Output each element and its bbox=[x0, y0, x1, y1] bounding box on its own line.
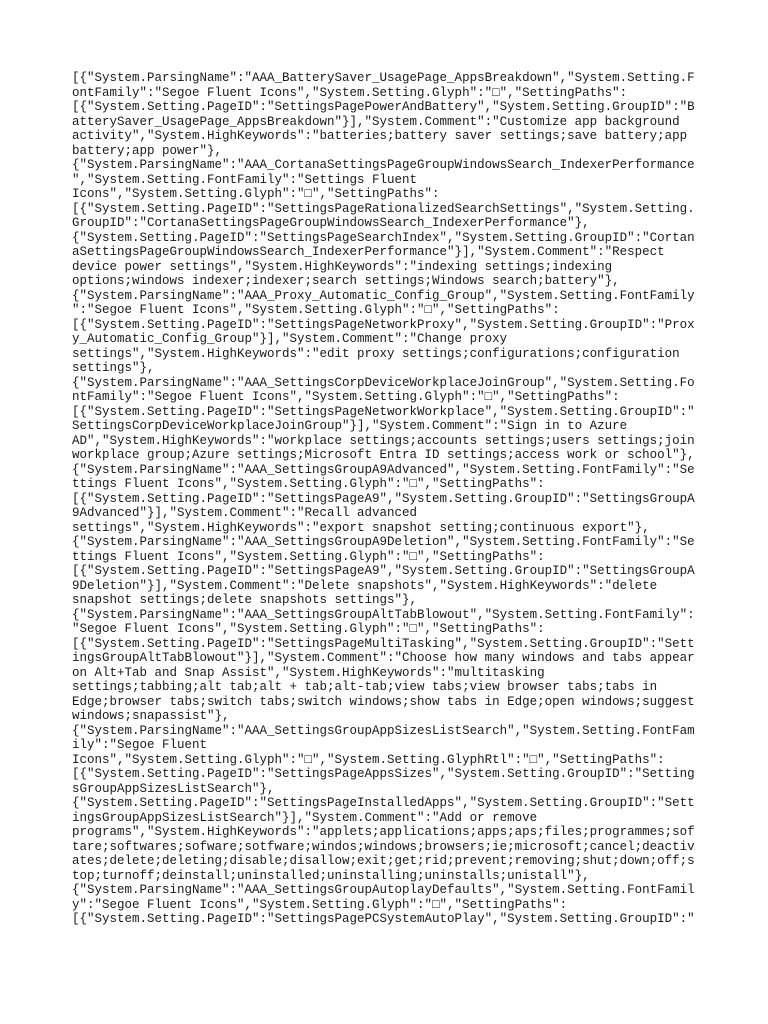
text-line: AD","System.HighKeywords":"workplace settings;accounts settings;users settings;join bbox=[72, 433, 695, 448]
text-line: {"System.ParsingName":"AAA_SettingsGroupAltTabBlowout","System.Setting.FontFamily": bbox=[72, 607, 695, 622]
text-line: ates;delete;deleting;disable;disallow;exit;get;rid;prevent;removing;shut;down;off;s bbox=[72, 854, 695, 868]
text-line: {"System.ParsingName":"AAA_SettingsGroupAutoplayDefaults","System.Setting.FontFamil bbox=[72, 883, 695, 897]
text-line: battery;app power"}, bbox=[72, 143, 223, 158]
text-line: {"System.ParsingName":"AAA_CortanaSettingsPageGroupWindowsSearch_IndexerPerformance bbox=[72, 158, 695, 172]
text-line: windows;snapassist"}, bbox=[72, 709, 230, 723]
text-line: sGroupAppSizesListSearch"}, bbox=[72, 781, 275, 796]
text-line: {"System.ParsingName":"AAA_SettingsGroupA9Advanced","System.Setting.FontFamily":"Se bbox=[72, 462, 695, 477]
text-line: workplace group;Azure settings;Microsoft Entra ID settings;access work or school"}, bbox=[72, 448, 695, 462]
text-line: 9Advanced"}],"System.Comment":"Recall advanced bbox=[72, 506, 418, 520]
text-line: programs","System.HighKeywords":"applets;applications;apps;aps;files;programmes;sof bbox=[72, 825, 695, 839]
text-line: ttings Fluent Icons","System.Setting.Glyph":"□","SettingPaths": bbox=[72, 549, 545, 564]
text-line: [{"System.Setting.PageID":"SettingsPagePCSystemAutoPlay","System.Setting.GroupID":" bbox=[72, 912, 695, 926]
text-line: aSettingsPageGroupWindowsSearch_IndexerPerformance"}],"System.Comment":"Respect bbox=[72, 245, 665, 259]
text-line: [{"System.Setting.PageID":"SettingsPageA9","System.Setting.GroupID":"SettingsGroupA bbox=[72, 564, 695, 578]
text-line: settings","System.HighKeywords":"edit proxy settings;configurations;configuration bbox=[72, 346, 680, 361]
text-line: [{"System.Setting.PageID":"SettingsPageA9","System.Setting.GroupID":"SettingsGroupA bbox=[72, 491, 695, 506]
text-line: {"System.Setting.PageID":"SettingsPageSearchIndex","System.Setting.GroupID":"Cortan bbox=[72, 230, 695, 245]
text-line: Edge;browser tabs;switch tabs;switch windows;show tabs in Edge;open windows;suggest bbox=[72, 694, 695, 709]
text-line: y_Automatic_Config_Group"}],"System.Comment":"Change proxy bbox=[72, 332, 508, 346]
text-line: [{"System.Setting.PageID":"SettingsPageNetworkWorkplace","System.Setting.GroupID":" bbox=[72, 404, 695, 419]
text-line: ntFamily":"Segoe Fluent Icons","System.Setting.Glyph":"□","SettingPaths": bbox=[72, 390, 620, 404]
text-line: GroupID":"CortanaSettingsPageGroupWindowsSearch_IndexerPerformance"}, bbox=[72, 216, 590, 230]
text-line: top;turnoff;deinstall;uninstalled;uninstalling;uninstalls;unistall"}, bbox=[72, 868, 590, 883]
text-line: ttings Fluent Icons","System.Setting.Glyph":"□","SettingPaths": bbox=[72, 477, 545, 491]
text-line: tare;softwares;sofware;sotfware;windos;windows;browsers;ie;microsoft;cancel;deactiv bbox=[72, 839, 695, 854]
text-line: y":"Segoe Fluent Icons","System.Setting.Glyph":"□","SettingPaths": bbox=[72, 897, 568, 912]
text-line: settings"}, bbox=[72, 361, 155, 375]
text-line: [{"System.Setting.PageID":"SettingsPageMultiTasking","System.Setting.GroupID":"Sett bbox=[72, 636, 695, 651]
text-line: on Alt+Tab and Snap Assist","System.HighKeywords":"multitasking bbox=[72, 665, 545, 680]
text-line: [{"System.Setting.PageID":"SettingsPageAppsSizes","System.Setting.GroupID":"Setting bbox=[72, 767, 695, 781]
text-line: ingsGroupAltTabBlowout"}],"System.Comment":"Choose how many windows and tabs appear bbox=[72, 651, 695, 665]
text-line: 9Deletion"}],"System.Comment":"Delete snapshots","System.HighKeywords":"delete bbox=[72, 578, 658, 593]
text-line: SettingsCorpDeviceWorkplaceJoinGroup"}],"System.Comment":"Sign in to Azure bbox=[72, 419, 628, 433]
text-line: atterySaver_UsagePage_AppsBreakdown"}],"System.Comment":"Customize app background bbox=[72, 114, 680, 129]
text-line: ingsGroupAppSizesListSearch"}],"System.Comment":"Add or remove bbox=[72, 810, 538, 825]
text-line: {"System.ParsingName":"AAA_SettingsCorpDeviceWorkplaceJoinGroup","System.Setting.Fo bbox=[72, 375, 695, 390]
text-line: settings;tabbing;alt tab;alt + tab;alt-tab;view tabs;view browser tabs;tabs in bbox=[72, 680, 658, 694]
text-line: [{"System.ParsingName":"AAA_BatterySaver_UsagePage_AppsBreakdown","System.Setting.F bbox=[72, 71, 695, 85]
text-line: "Segoe Fluent Icons","System.Setting.Glyph":"□","SettingPaths": bbox=[72, 622, 545, 636]
text-line: ily":"Segoe Fluent bbox=[72, 738, 208, 752]
text-line: {"System.Setting.PageID":"SettingsPageInstalledApps","System.Setting.GroupID":"Sett bbox=[72, 796, 695, 810]
text-line: ontFamily":"Segoe Fluent Icons","System.Setting.Glyph":"□","SettingPaths": bbox=[72, 85, 628, 100]
text-line: device power settings","System.HighKeywords":"indexing settings;indexing bbox=[72, 259, 613, 274]
text-line: settings","System.HighKeywords":"export snapshot setting;continuous export"}, bbox=[72, 520, 650, 535]
text-line: [{"System.Setting.PageID":"SettingsPageNetworkProxy","System.Setting.GroupID":"Prox bbox=[72, 317, 695, 332]
text-line: options;windows indexer;indexer;search settings;Windows search;battery"}, bbox=[72, 274, 620, 288]
document-text bbox=[72, 71, 700, 927]
text-line: {"System.ParsingName":"AAA_Proxy_Automatic_Config_Group","System.Setting.FontFamily bbox=[72, 288, 695, 303]
text-line: {"System.ParsingName":"AAA_SettingsGroupA9Deletion","System.Setting.FontFamily":"Se bbox=[72, 535, 695, 549]
text-line: [{"System.Setting.PageID":"SettingsPageRationalizedSearchSettings","System.Setting. bbox=[72, 201, 695, 216]
text-line: Icons","System.Setting.Glyph":"□","System.Setting.GlyphRtl":"□","SettingPaths": bbox=[72, 752, 665, 767]
text-line: {"System.ParsingName":"AAA_SettingsGroupAppSizesListSearch","System.Setting.FontFam bbox=[72, 723, 695, 738]
text-line: ","System.Setting.FontFamily":"Settings Fluent bbox=[72, 172, 418, 187]
text-line: activity","System.HighKeywords":"batteries;battery saver settings;save battery;app bbox=[72, 129, 688, 143]
text-line: Icons","System.Setting.Glyph":"□","SettingPaths": bbox=[72, 187, 440, 201]
text-line: snapshot settings;delete snapshots settings"}, bbox=[72, 593, 418, 607]
text-line: ":"Segoe Fluent Icons","System.Setting.Glyph":"□","SettingPaths": bbox=[72, 303, 560, 317]
text-line: [{"System.Setting.PageID":"SettingsPagePowerAndBattery","System.Setting.GroupID":"B bbox=[72, 100, 695, 114]
